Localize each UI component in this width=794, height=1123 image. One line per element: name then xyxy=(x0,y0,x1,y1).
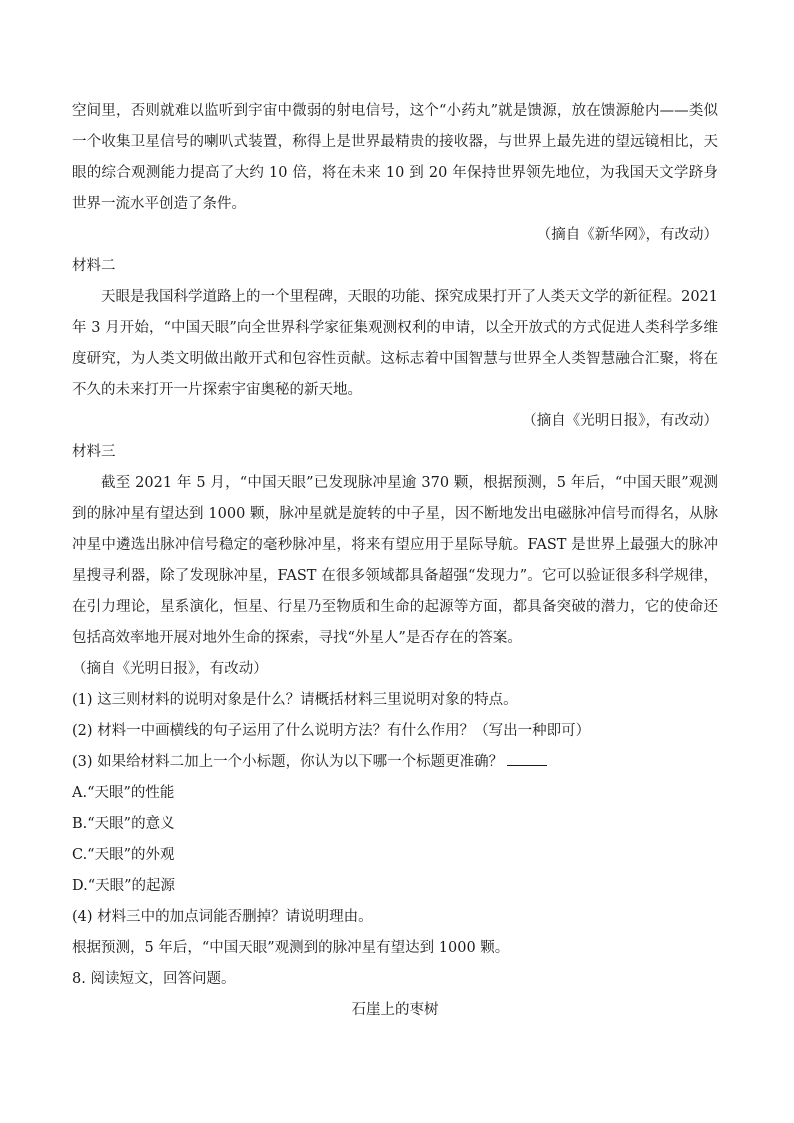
question-3-row xyxy=(72,747,718,778)
document-page xyxy=(72,96,718,1026)
material1-paragraph-tail: 空间里，否则就难以监听到宇宙中微弱的射电信号，这个“小药丸”就是馈源，放在馈源舱内——类似一个收集卫星信号的喇叭式装置，称得上是世界最精贵的接收器，与世界上最先进的望远镜相比，天眼的综合观测能力提高了大约 10 倍，将在未来 10 到 20 年保持世界领先地位，为我国天文学跻身世界一流水平创造了条件。 xyxy=(72,103,718,212)
question-2: (2) 材料一中画横线的句子运用了什么说明方法？有什么作用？（写出一种即可） xyxy=(72,723,591,739)
option-c: C.“天眼”的外观 xyxy=(72,847,175,863)
source-citation-1: （摘自《新华网》，有改动） xyxy=(536,227,718,243)
question-1: (1) 这三则材料的说明对象是什么？请概括材料三里说明对象的特点。 xyxy=(72,692,518,708)
material2-paragraph: 天眼是我国科学道路上的一个里程碑，天眼的功能、探究成果打开了人类天文学的新征程。2021 年 3 月开始，“中国天眼”向全世界科学家征集观测权利的申请，以全开放式的方式促进人类科学多维度研究，为人类文明做出敞开式和包容性贡献。这标志着中国智慧与世界全人类智慧融合汇聚，将在不久的未来打开一片探索宇宙奥秘的新天地。 xyxy=(72,289,718,398)
material3-label: 材料三 xyxy=(72,444,116,460)
question-4: (4) 材料三中的加点词能否删掉？请说明理由。 xyxy=(72,909,373,925)
question-4-sentence: 根据预测，5 年后，“中国天眼”观测到的脉冲星有望达到 1000 颗。 xyxy=(72,940,510,956)
option-b: B.“天眼”的意义 xyxy=(72,816,175,832)
answer-blank[interactable] xyxy=(507,751,547,766)
source-citation-2: （摘自《光明日报》，有改动） xyxy=(522,413,718,429)
option-a: A.“天眼”的性能 xyxy=(72,785,175,801)
story-title: 石崖上的枣树 xyxy=(351,1002,439,1018)
question-8: 8. 阅读短文，回答问题。 xyxy=(72,971,236,987)
material3-paragraph: 截至 2021 年 5 月，“中国天眼”已发现脉冲星逾 370 颗，根据预测，5 年后，“中国天眼”观测到的脉冲星有望达到 1000 颗，脉冲星就是旋转的中子星，因不断地发出电磁脉冲信号而得名，从脉冲星中遴选出脉冲信号稳定的毫秒脉冲星，将来有望应用于星际导航。FAST 是世界上最强大的脉冲星搜寻利器，除了发现脉冲星，FAST 在很多领域都具备超强“发现力”。它可以验证很多科学规律，在引力理论，星系演化，恒星、行星乃至物质和生命的起源等方面，都具备突破的潜力，它的使命还包括高效率地开展对地外生命的探索，寻找“外星人”是否存在的答案。 xyxy=(72,475,718,646)
material2-label: 材料二 xyxy=(72,258,116,274)
source-citation-3: （摘自《光明日报》，有改动） xyxy=(72,661,268,677)
question-3: (3) 如果给材料二加上一个小标题，你认为以下哪一个标题更准确？ xyxy=(72,754,504,770)
option-d: D.“天眼”的起源 xyxy=(72,878,176,894)
